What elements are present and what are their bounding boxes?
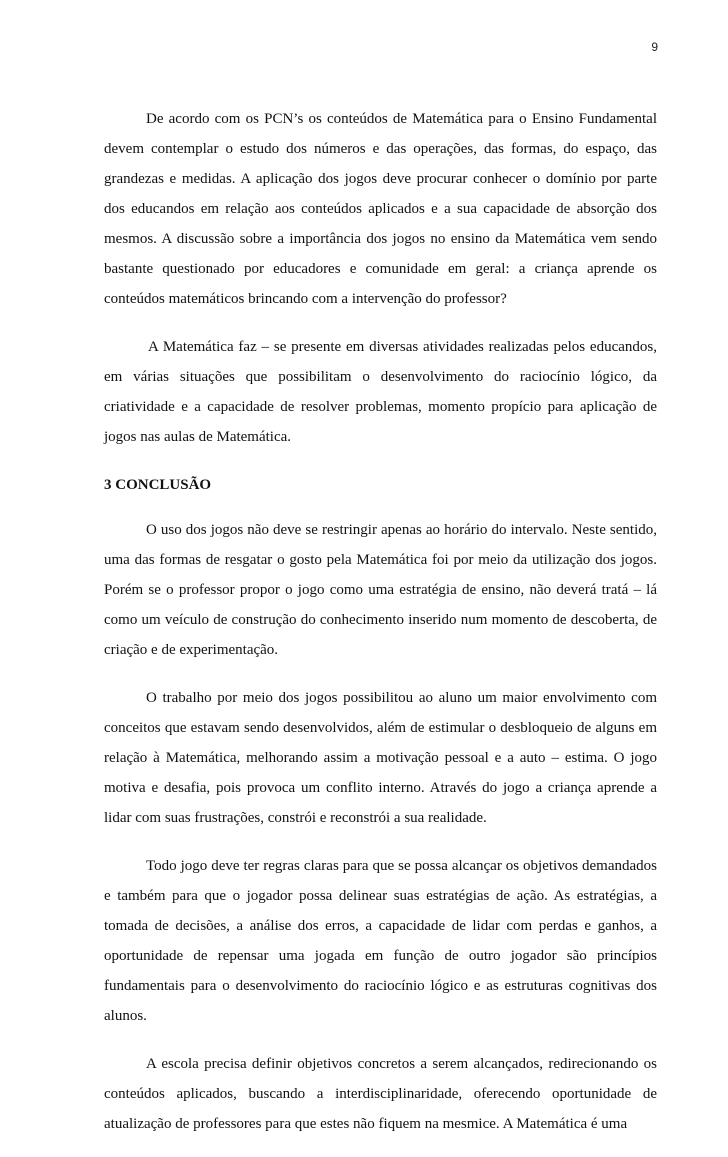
section-heading-conclusao: 3 CONCLUSÃO [104, 477, 212, 493]
paragraph-regras-claras: Todo jogo deve ter regras claras para que se possa alcançar os objetivos demandados e também para que o jogador possa delinear suas estratégias de ação. As estratégias, a tomada de decisões, a análise dos erros, a capacidade de lidar com perdas e ganhos, a oportunidade de repensar uma jogada em função de outro jogador são princípios fundamentais para o desenvolvimento do raciocínio lógico e as estruturas cognitivas dos alunos. [104, 858, 657, 1024]
paragraph-trabalho-jogos: O trabalho por meio dos jogos possibilitou ao aluno um maior envolvimento com conceitos que estavam sendo desenvolvidos, além de estimular o desbloqueio de alguns em relação à Matemática, melhorando assim a motivação pessoal e a auto – estima. O jogo motiva e desafia, pois provoca um conflito interno. Através do jogo a criança aprende a lidar com suas frustrações, constrói e reconstrói a sua realidade. [104, 690, 657, 826]
paragraph-pcn: De acordo com os PCN’s os conteúdos de Matemática para o Ensino Fundamental devem contemplar o estudo dos números e das operações, das formas, do espaço, das grandezas e medidas. A aplicação dos jogos deve procurar conhecer o domínio por parte dos educandos em relação aos conteúdos aplicados e a sua capacidade de absorção dos mesmos. A discussão sobre a importância dos jogos no ensino da Matemática vem sendo bastante questionado por educadores e comunidade em geral: a criança aprende os conteúdos matemáticos brincando com a intervenção do professor? [104, 111, 657, 307]
paragraph-matematica-presente: A Matemática faz – se presente em diversas atividades realizadas pelos educandos, em várias situações que possibilitam o desenvolvimento do raciocínio lógico, da criatividade e a capacidade de resolver problemas, momento propício para aplicação de jogos nas aulas de Matemática. [104, 339, 657, 445]
page-number: 9 [651, 40, 658, 54]
page-body [104, 104, 657, 1157]
paragraph-uso-dos-jogos: O uso dos jogos não deve se restringir apenas ao horário do intervalo. Neste sentido, uma das formas de resgatar o gosto pela Matemática foi por meio da utilização dos jogos. Porém se o professor propor o jogo como uma estratégia de ensino, não deverá tratá – lá como um veículo de construção do conhecimento inserido num momento de descoberta, de criação e de experimentação. [104, 522, 657, 658]
paragraph-escola-objetivos: A escola precisa definir objetivos concretos a serem alcançados, redirecionando os conteúdos aplicados, buscando a interdisciplinaridade, oferecendo oportunidade de atualização de professores para que estes não fiquem na mesmice. A Matemática é uma [104, 1056, 657, 1132]
